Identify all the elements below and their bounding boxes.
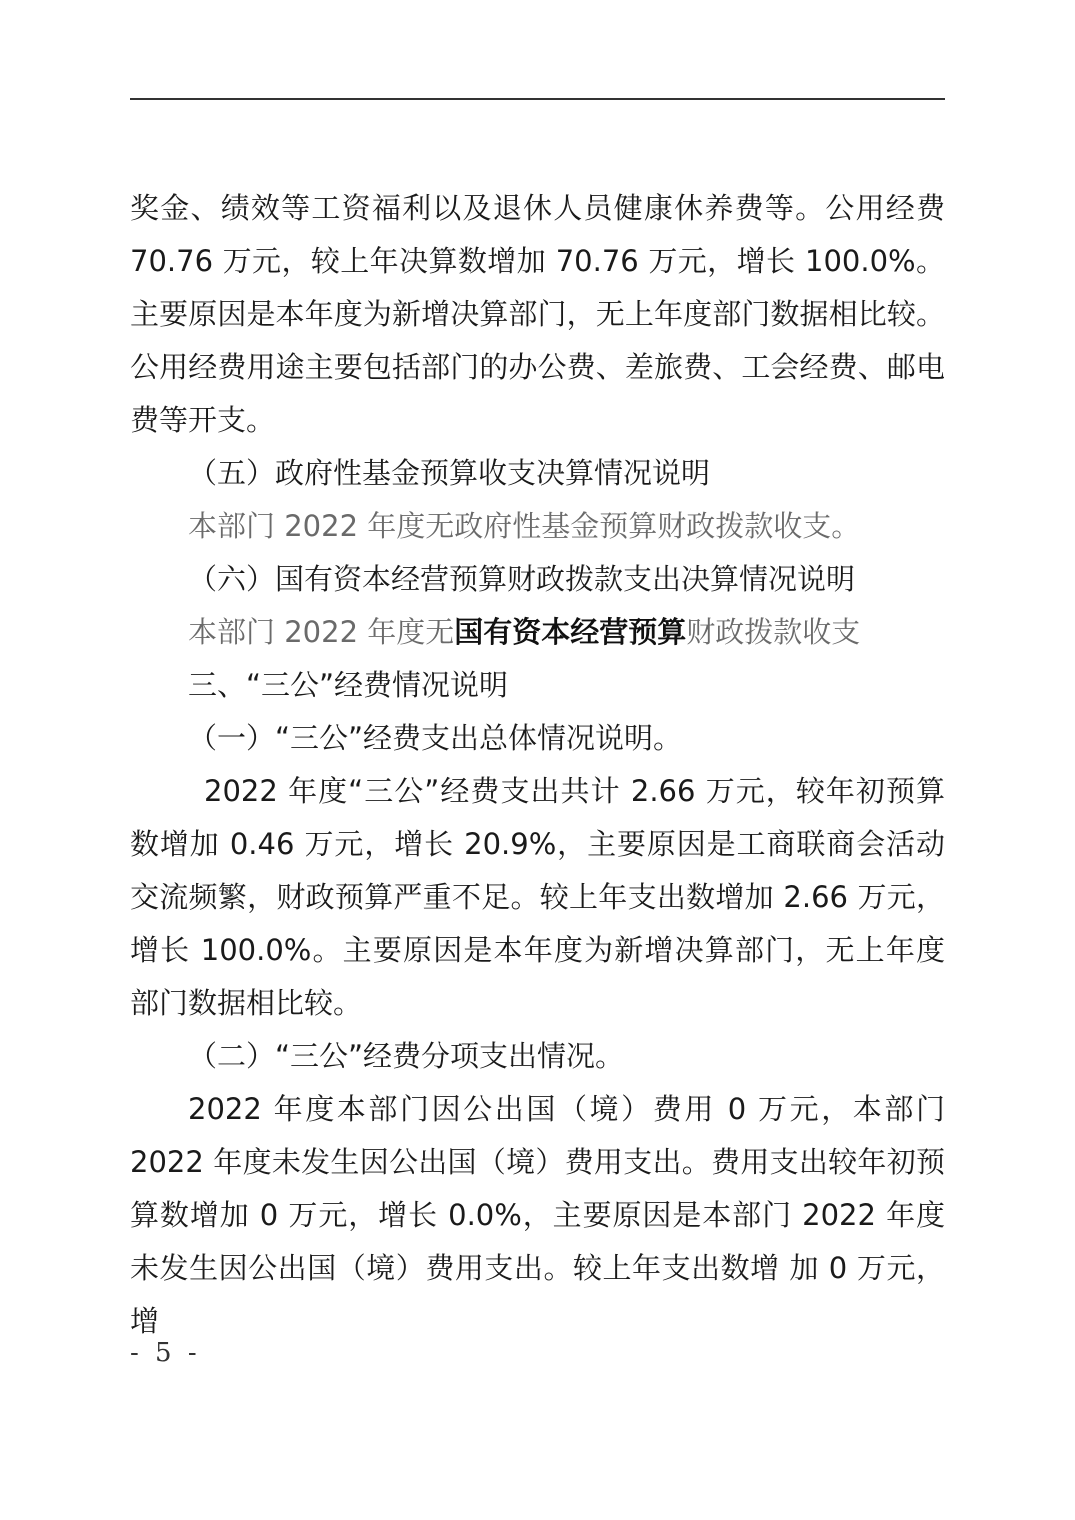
heading-three-public-itemized: （二）“三公”经费分项支出情况。 (188, 1039, 625, 1073)
heading-state-capital-budget: （六）国有资本经营预算财政拨款支出决算情况说明 (188, 562, 856, 596)
heading-three-public-overall: （一）“三公”经费支出总体情况说明。 (188, 721, 683, 755)
state-capital-text-pre: 本部门 2022 年度无 (188, 615, 455, 649)
paragraph-public-funds: 奖金、绩效等工资福利以及退休人员健康休养费等。公用经费70.76 万元，较上年决算数增加 70.76 万元，增长 100.0%。主要原因是本年度为新增决算部门，无上年度部门数据相比较。公用经费用途主要包括部门的办公费、差旅费、工会经费、邮电费等开支。 (130, 191, 945, 437)
paragraph-government-fund-budget: 本部门 2022 年度无政府性基金预算财政拨款收支。 (188, 509, 861, 543)
header-rule (130, 98, 945, 100)
paragraph-three-public-itemized: 2022 年度本部门因公出国（境）费用 0 万元，本部门2022 年度未发生因公出国（境）费用支出。费用支出较年初预算数增加 0 万元，增长 0.0%，主要原因是本部门 2022 年度未发生因公出国（境）费用支出。较上年支出数增 加 0 万元，增 (130, 1092, 945, 1338)
heading-government-fund-budget: （五）政府性基金预算收支决算情况说明 (188, 456, 711, 490)
paragraph-state-capital-budget (130, 606, 945, 659)
heading-three-public-expenses: 三、“三公”经费情况说明 (188, 668, 509, 702)
state-capital-text-post: 财政拨款收支 (686, 615, 861, 649)
page-number: - 5 - (130, 1338, 201, 1368)
paragraph-three-public-overall: 2022 年度“三公”经费支出共计 2.66 万元，较年初预算数增加 0.46 万元，增长 20.9%，主要原因是工商联商会活动交流频繁，财政预算严重不足。较上年支出数增加 2.66 万元，增长 100.0%。主要原因是本年度为新增决算部门，无上年度部门数据相比较。 (130, 774, 945, 1020)
state-capital-text-bold: 国有资本经营预算 (454, 615, 687, 649)
document-body (130, 182, 945, 1348)
